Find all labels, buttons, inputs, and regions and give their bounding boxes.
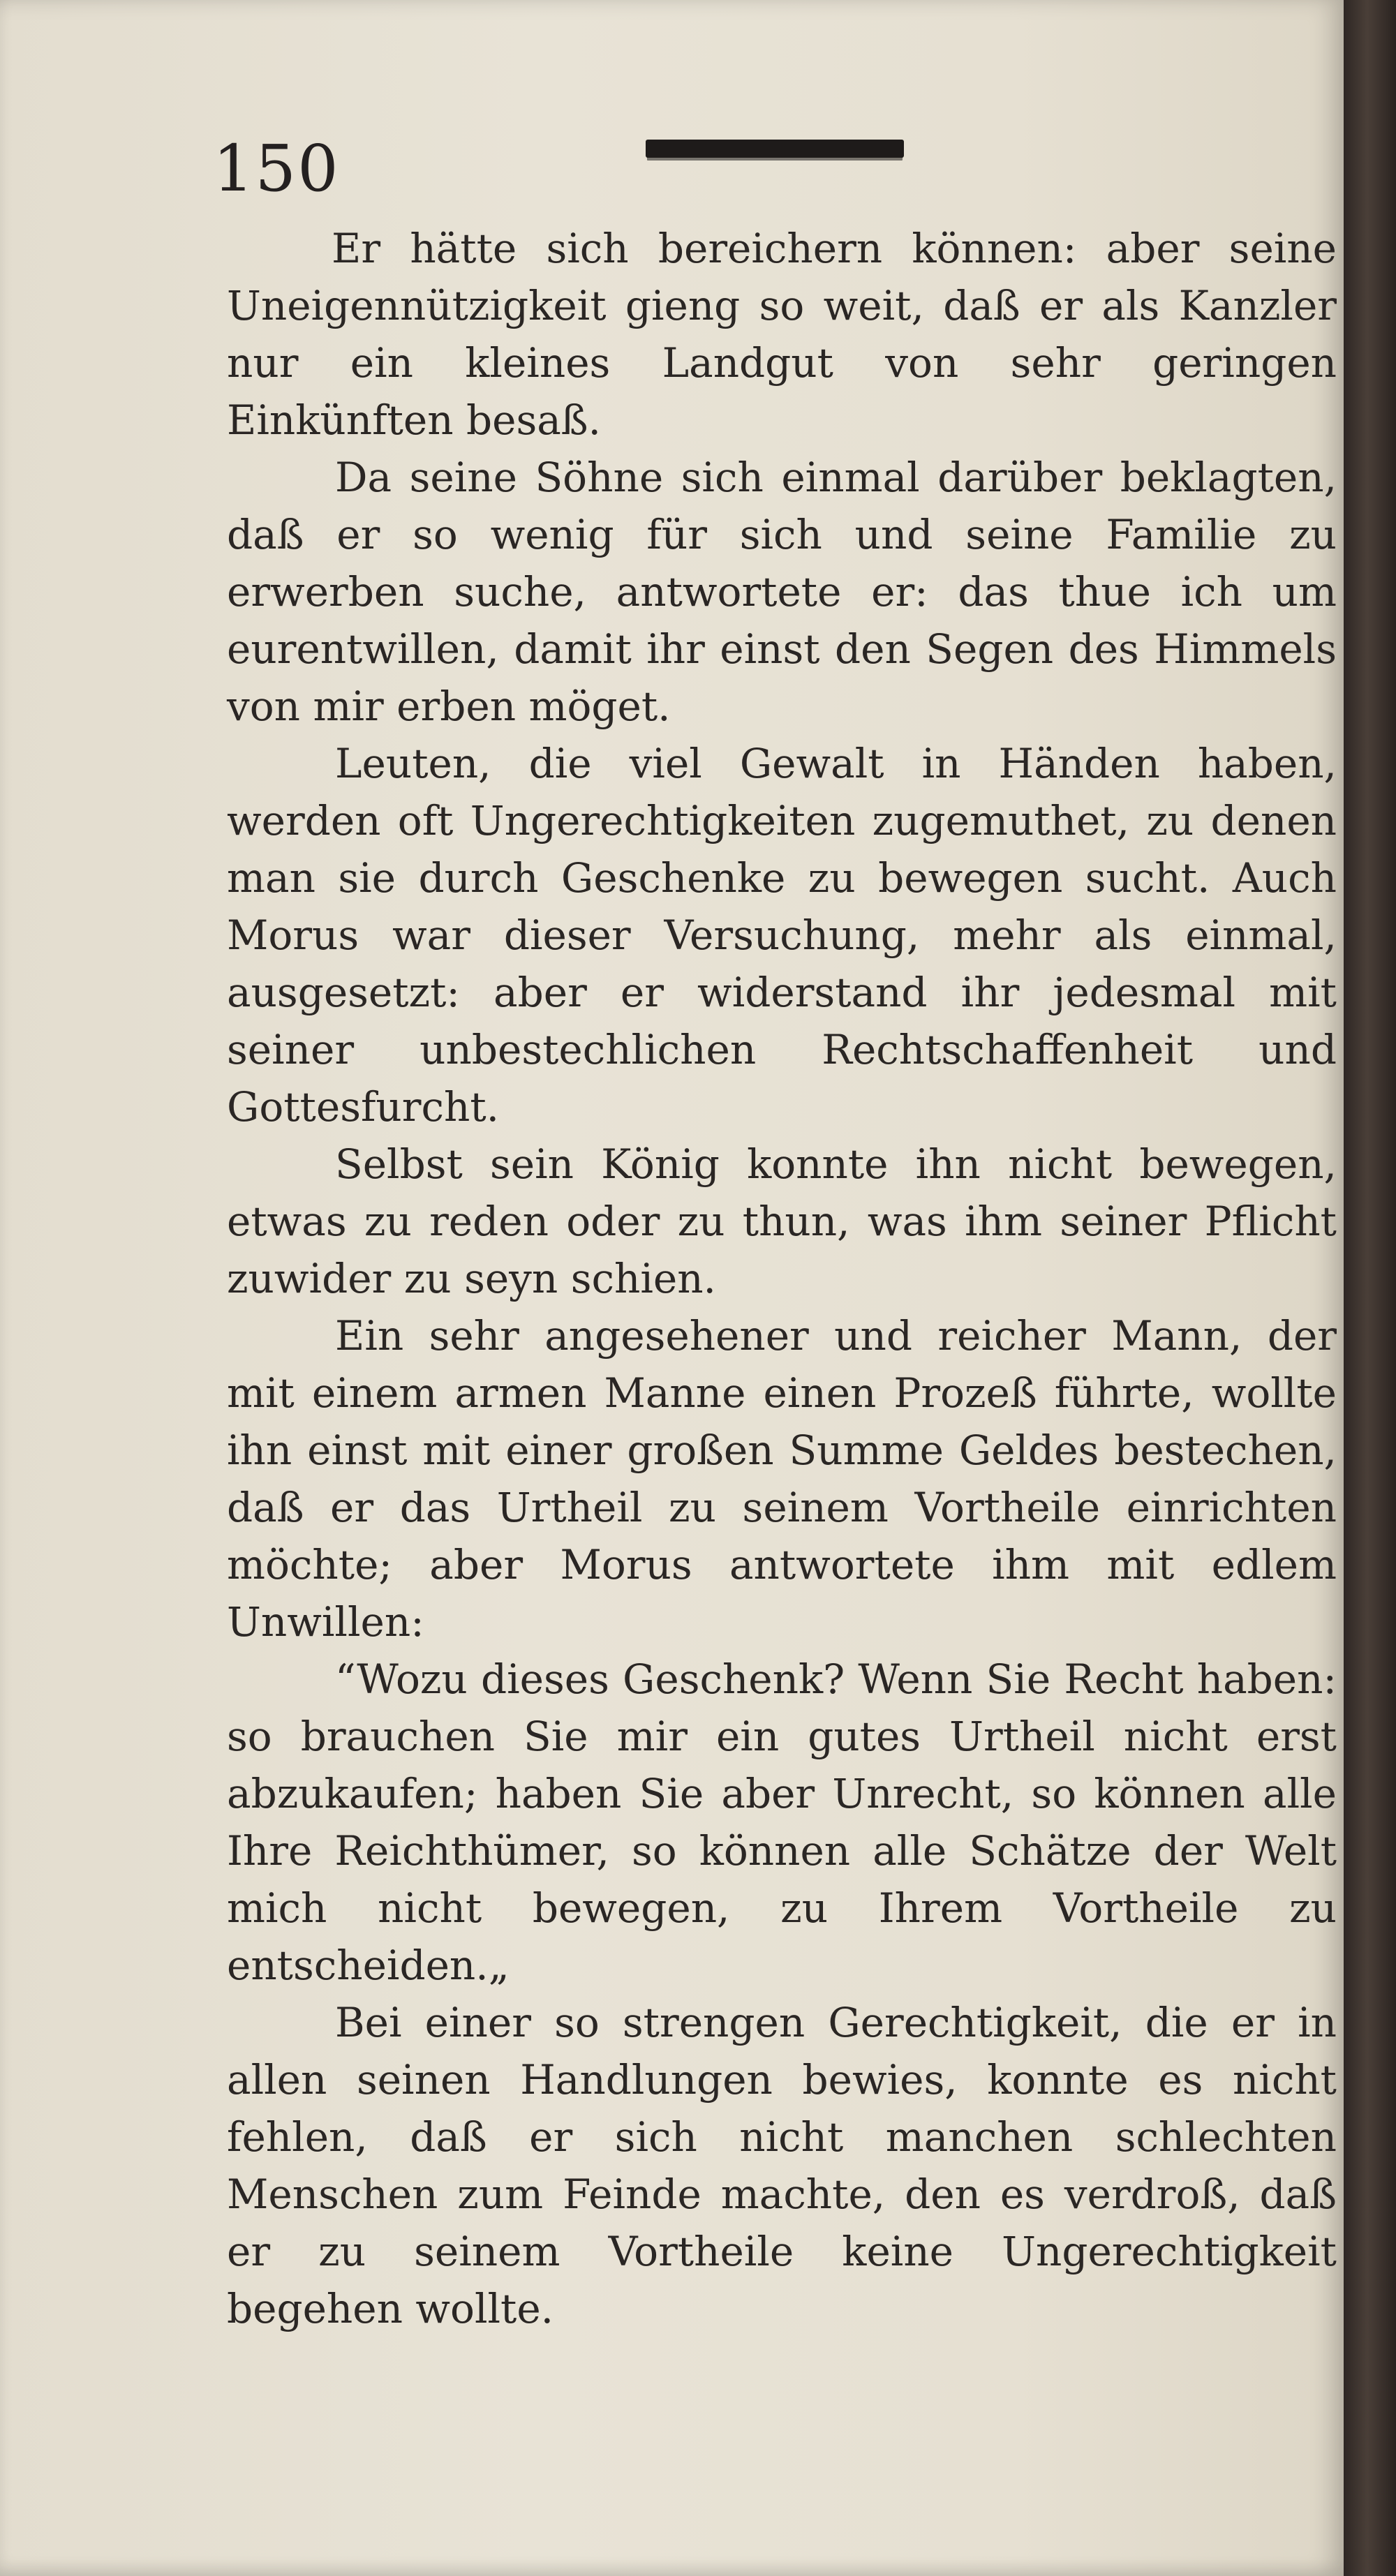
paragraph-4: Selbst sein König konnte ihn nicht bewegen, etwas zu reden oder zu thun, was ihm seiner Pflicht zuwider zu seyn schien. <box>227 1140 1337 1302</box>
book-binding-edge <box>1344 0 1396 2576</box>
page-number: 150 <box>213 131 340 206</box>
page-header <box>0 105 1344 216</box>
paragraph-2: Da seine Söhne sich einmal darüber beklagten, daß er so wenig für sich und seine Familie zu erwerben suche, antwortete er: das thue ich um eurentwillen, damit ihr einst den Segen des Himmels von mir erben möget. <box>227 454 1337 730</box>
header-ornament-rule <box>646 140 904 158</box>
body-text <box>227 220 1337 2337</box>
paragraph-5: Ein sehr angesehener und reicher Mann, der mit einem armen Manne einen Prozeß führte, wollte ihn einst mit einer großen Summe Geldes bestechen, daß er das Urtheil zu seinem Vortheile einrichten möchte; aber Morus antwortete ihm mit edlem Unwillen: <box>227 1312 1337 1646</box>
paragraph-6-quote: “Wozu dieses Geschenk? Wenn Sie Recht haben: so brauchen Sie mir ein gutes Urtheil nicht erst abzukaufen; haben Sie aber Unrecht, so können alle Ihre Reichthümer, so können alle Schätze der Welt mich nicht bewegen, zu Ihrem Vortheile zu entscheiden.„ <box>227 1655 1337 1989</box>
paragraph-7: Bei einer so strengen Gerechtigkeit, die er in allen seinen Handlungen bewies, konnte es nicht fehlen, daß er sich nicht manchen schlechten Menschen zum Feinde machte, den es verdroß, daß er zu seinem Vortheile keine Ungerechtigkeit begehen wollte. <box>227 1999 1337 2332</box>
paragraph-1: Er hätte sich bereichern können: aber seine Uneigennützigkeit gieng so weit, daß er als Kanzler nur ein kleines Landgut von sehr geringen Einkünften besaß. <box>227 225 1337 444</box>
paragraph-3: Leuten, die viel Gewalt in Händen haben, werden oft Ungerechtigkeiten zugemuthet, zu denen man sie durch Geschenke zu bewegen sucht. Auch Morus war dieser Versuchung, mehr als einmal, ausgesetzt: aber er widerstand ihr jedesmal mit seiner unbestechlichen Rechtschaffenheit und Gottesfurcht. <box>227 740 1337 1131</box>
